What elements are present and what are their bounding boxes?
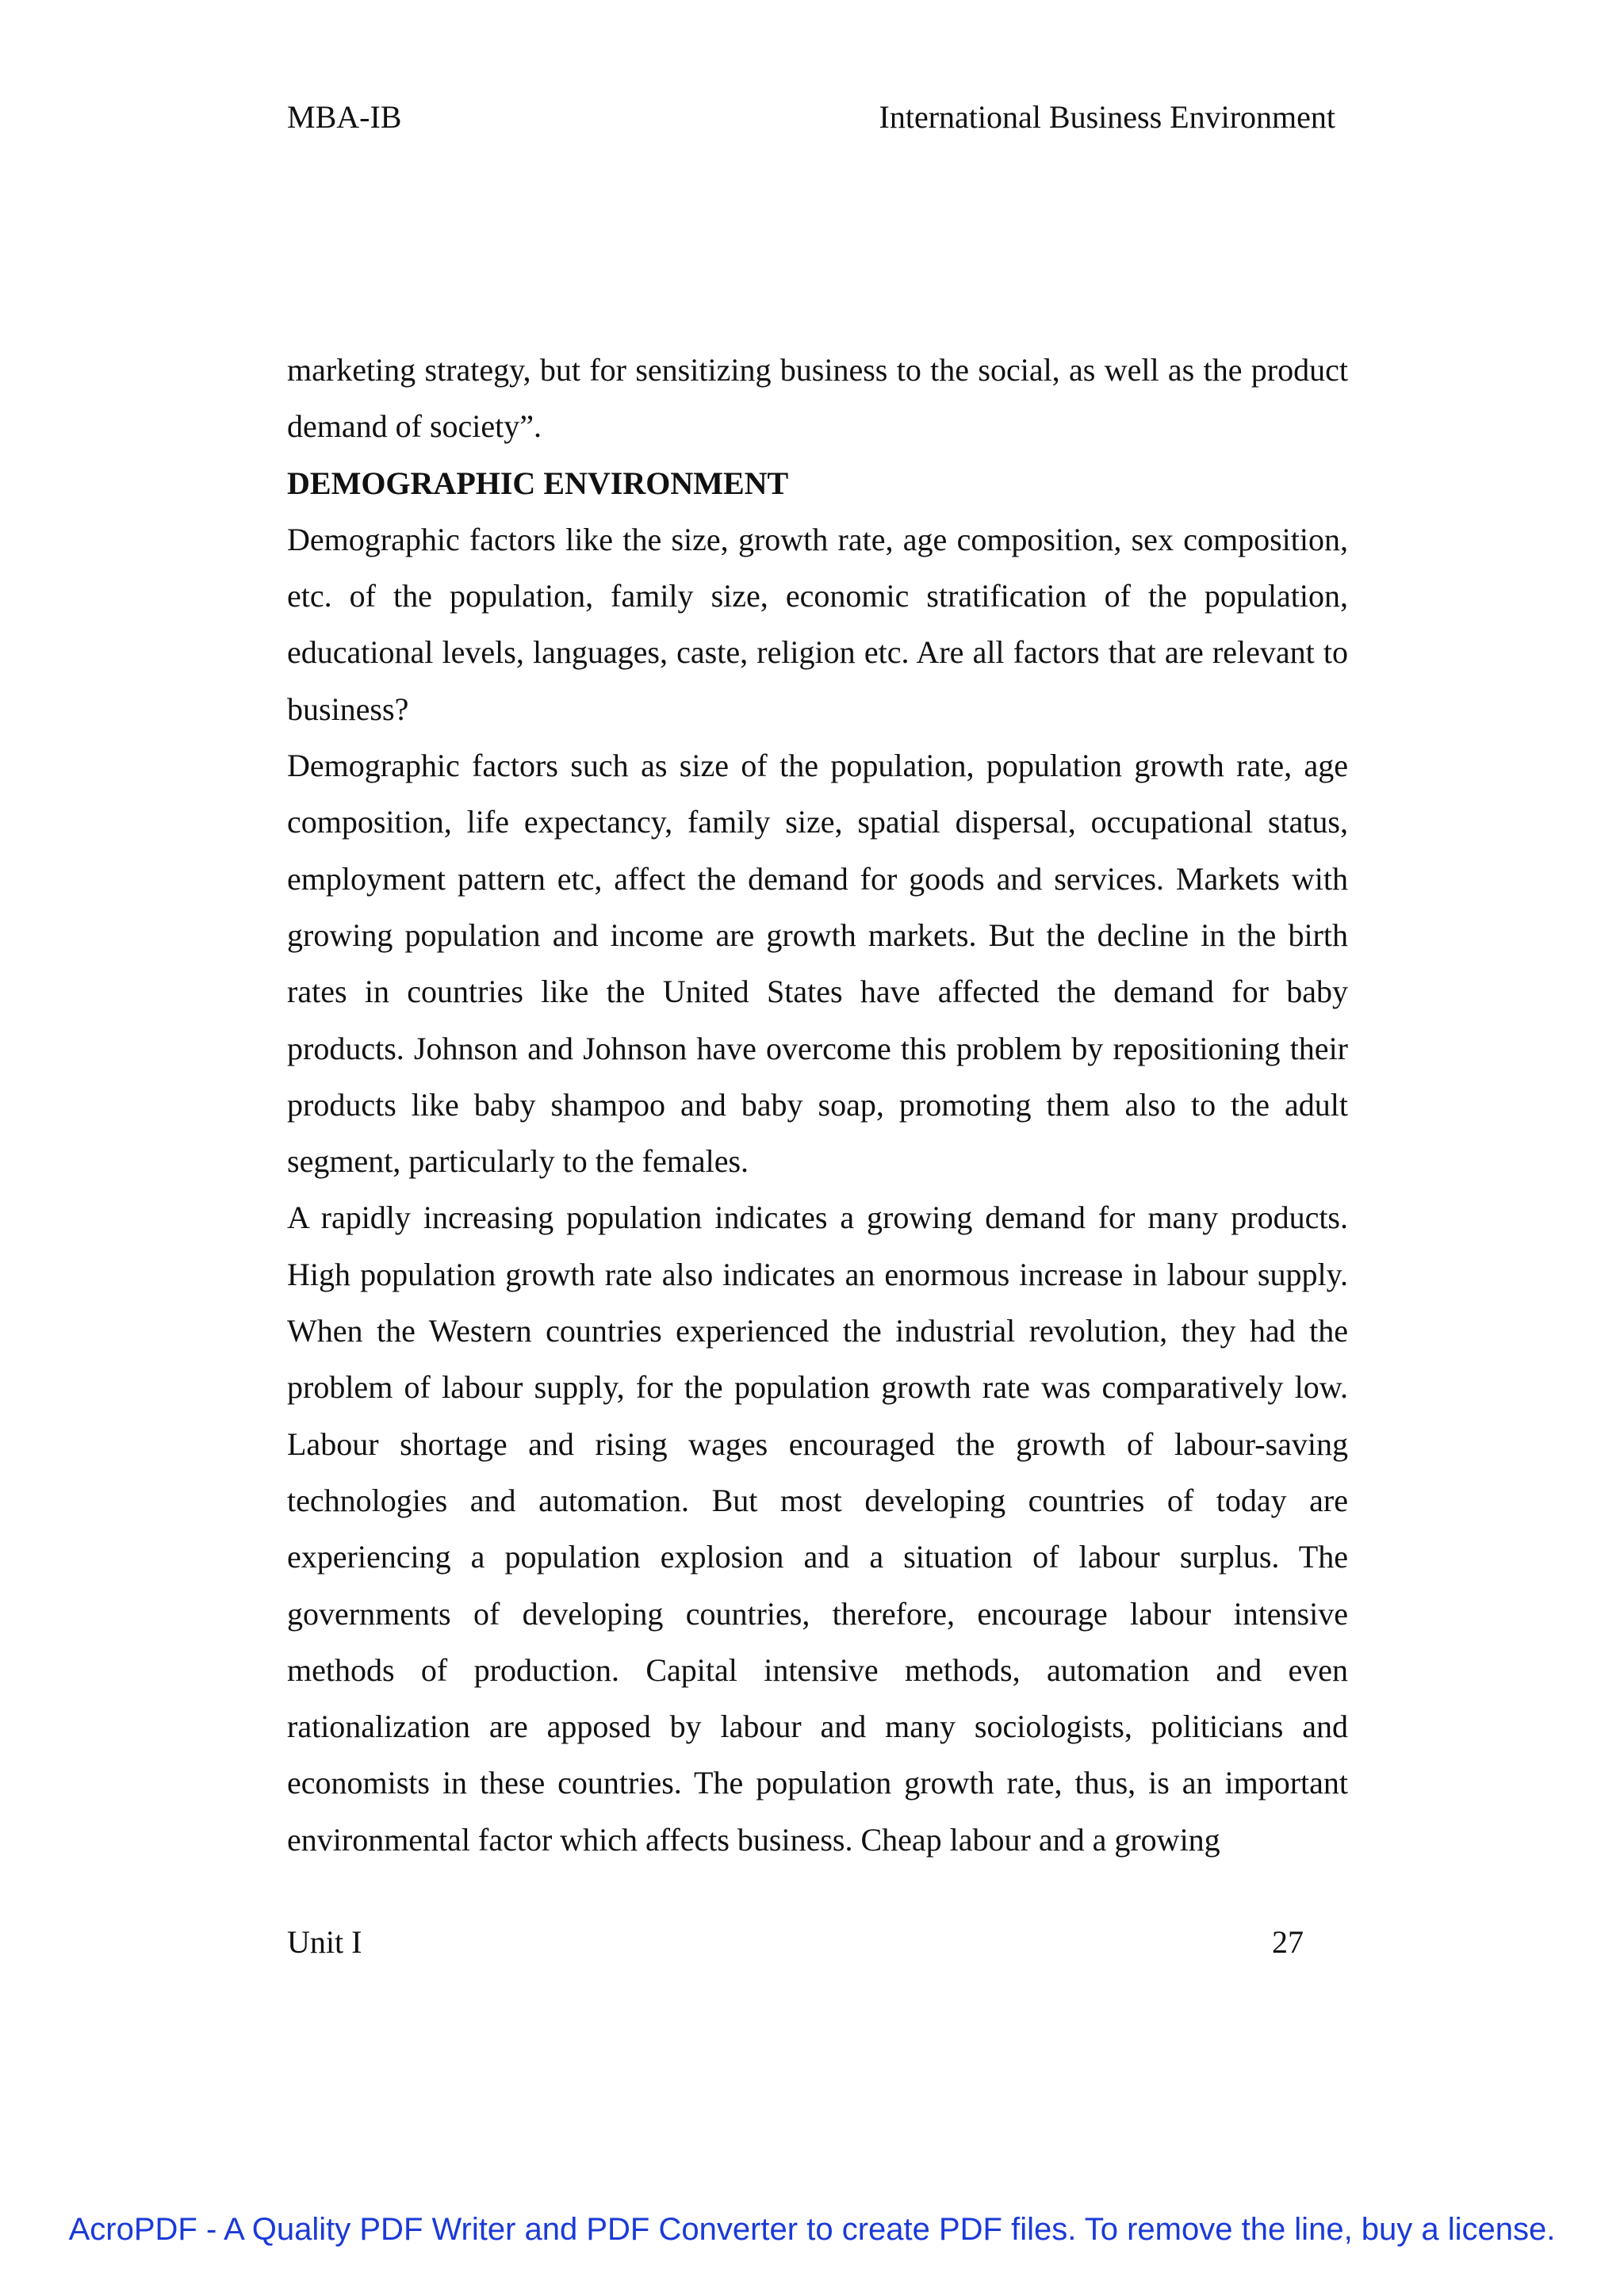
paragraph-population-growth: A rapidly increasing population indicates a growing demand for many products. High population growth rate also indicates an enormous increase in labour supply. When the Western countries experienced the industrial revolution, they had the problem of labour supply, for the population growth rate was comparatively low. Labour shortage and rising wages encouraged the growth of labour-saving technologies and automation. But most developing countries of today are experiencing a population explosion and a situation of labour surplus. The governments of developing countries, therefore, encourage labour intensive methods of production. Capital intensive methods, automation and even rationalization are apposed by labour and many sociologists, politicians and economists in these countries. The population growth rate, thus, is an important environmental factor which affects business. Cheap labour and a growing bbox=[287, 1200, 1348, 1858]
paragraph-demand-effects: Demographic factors such as size of the population, population growth rate, age composition, life expectancy, family size, spatial dispersal, occupational status, employment pattern etc, affect the demand for goods and services. Markets with growing population and income are growth markets. But the decline in the birth rates in countries like the United States have affected the demand for baby products. Johnson and Johnson have overcome this problem by repositioning their products like baby shampoo and baby soap, promoting them also to the adult segment, particularly to the females. bbox=[287, 748, 1348, 1180]
watermark-banner: AcroPDF - A Quality PDF Writer and PDF Converter to create PDF files. To remove the line, buy a license. bbox=[68, 2212, 1556, 2247]
intro-paragraph: marketing strategy, but for sensitizing business to the social, as well as the product demand of society”. bbox=[287, 352, 1348, 445]
page-body bbox=[287, 342, 1348, 1868]
paragraph-demographic-factors: Demographic factors like the size, growth rate, age composition, sex composition, etc. of the population, family size, economic stratification of the population, educational levels, languages, caste, religion etc. Are all factors that are relevant to business? bbox=[287, 521, 1348, 727]
footer-unit: Unit I bbox=[287, 1924, 362, 1960]
page-number: 27 bbox=[1272, 1924, 1304, 1960]
header-course-code: MBA-IB bbox=[287, 99, 402, 135]
section-heading: DEMOGRAPHIC ENVIRONMENT bbox=[287, 465, 789, 501]
header-title: International Business Environment bbox=[879, 99, 1335, 135]
